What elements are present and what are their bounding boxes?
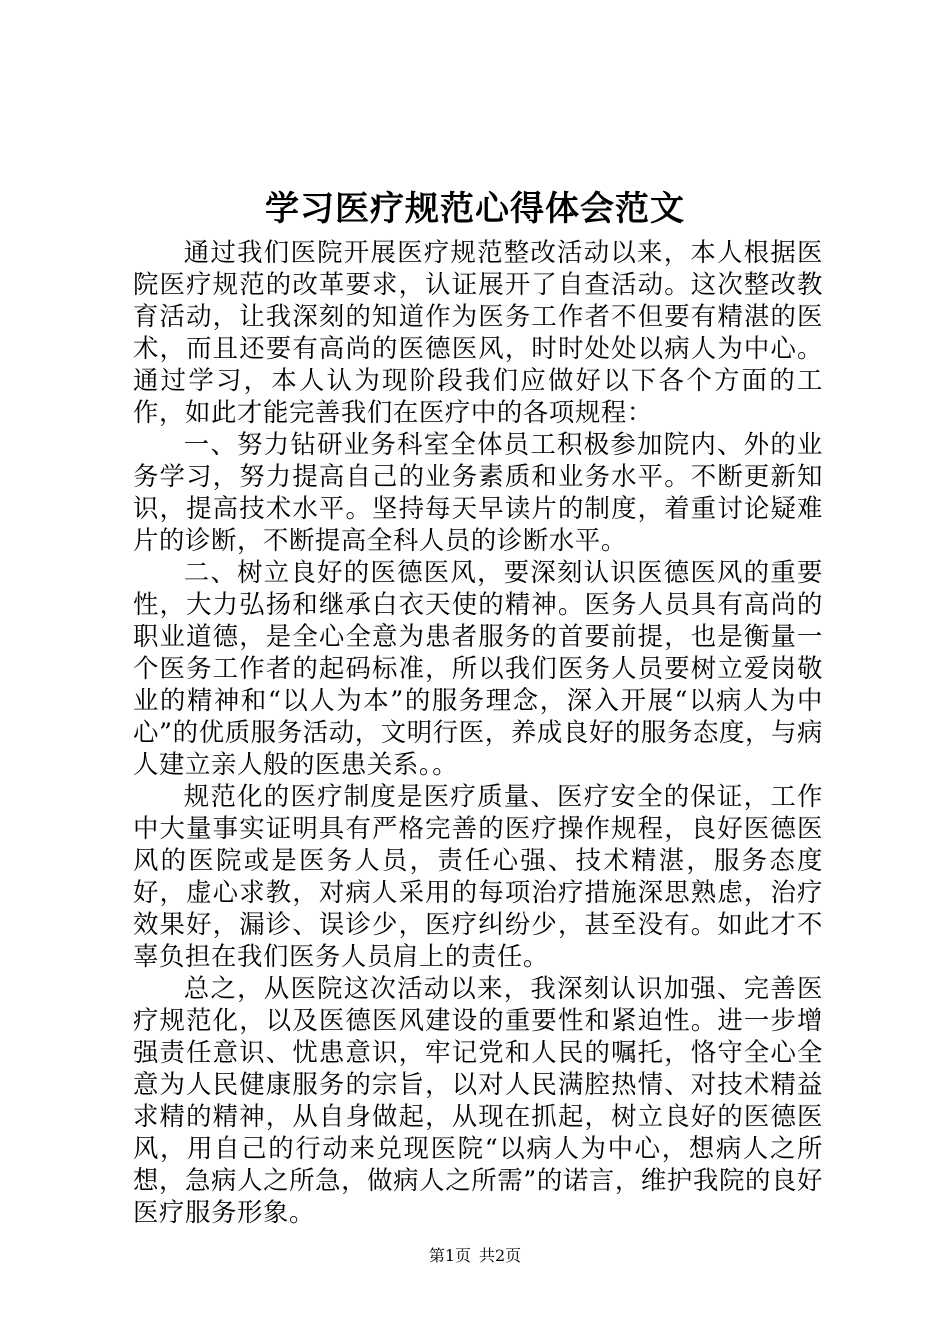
document-body: [133, 236, 823, 1228]
paragraph-standardization: 规范化的医疗制度是医疗质量、医疗安全的保证，工作中大量事实证明具有严格完善的医疗操作规程，良好医德医风的医院或是医务人员，责任心强、技术精湛，服务态度好，虚心求教，对病人采用的每项治疗措施深思熟虑，治疗效果好，漏诊、误诊少，医疗纠纷少，甚至没有。如此才不辜负担在我们医务人员肩上的责任。: [133, 781, 823, 971]
page-total: 共2页: [479, 1246, 522, 1265]
paragraph-section-one: 一、努力钻研业务科室全体员工积极参加院内、外的业务学习，努力提高自己的业务素质和业务水平。不断更新知识，提高技术水平。坚持每天早读片的制度，着重讨论疑难片的诊断，不断提高全科人员的诊断水平。: [133, 429, 823, 555]
paragraph-intro: 通过我们医院开展医疗规范整改活动以来，本人根据医院医疗规范的改革要求，认证展开了自查活动。这次整改教育活动，让我深刻的知道作为医务工作者不但要有精湛的医术，而且还要有高尚的医德医风，时时处处以病人为中心。通过学习，本人认为现阶段我们应做好以下各个方面的工作，如此才能完善我们在医疗中的各项规程：: [133, 237, 823, 427]
paragraph-section-two: 二、树立良好的医德医风，要深刻认识医德医风的重要性，大力弘扬和继承白衣天使的精神。医务人员具有高尚的职业道德，是全心全意为患者服务的首要前提，也是衡量一个医务工作者的起码标准，所以我们医务人员要树立爱岗敬业的精神和“以人为本”的服务理念，深入开展“以病人为中心”的优质服务活动，文明行医，养成良好的服务态度，与病人建立亲人般的医患关系。。: [133, 557, 823, 779]
page-number: 第1页: [428, 1246, 471, 1265]
document-title: 学习医疗规范心得体会范文: [265, 189, 685, 229]
paragraph-conclusion: 总之，从医院这次活动以来，我深刻认识加强、完善医疗规范化，以及医德医风建设的重要性和紧迫性。进一步增强责任意识、忧患意识，牢记党和人民的嘱托，恪守全心全意为人民健康服务的宗旨，以对人民满腔热情、对技术精益求精的精神，从自身做起，从现在抓起，树立良好的医德医风，用自己的行动来兑现医院“以病人为中心，想病人之所想，急病人之所急，做病人之所需”的诺言，维护我院的良好医疗服务形象。: [133, 973, 823, 1227]
page-footer: [0, 1245, 950, 1267]
